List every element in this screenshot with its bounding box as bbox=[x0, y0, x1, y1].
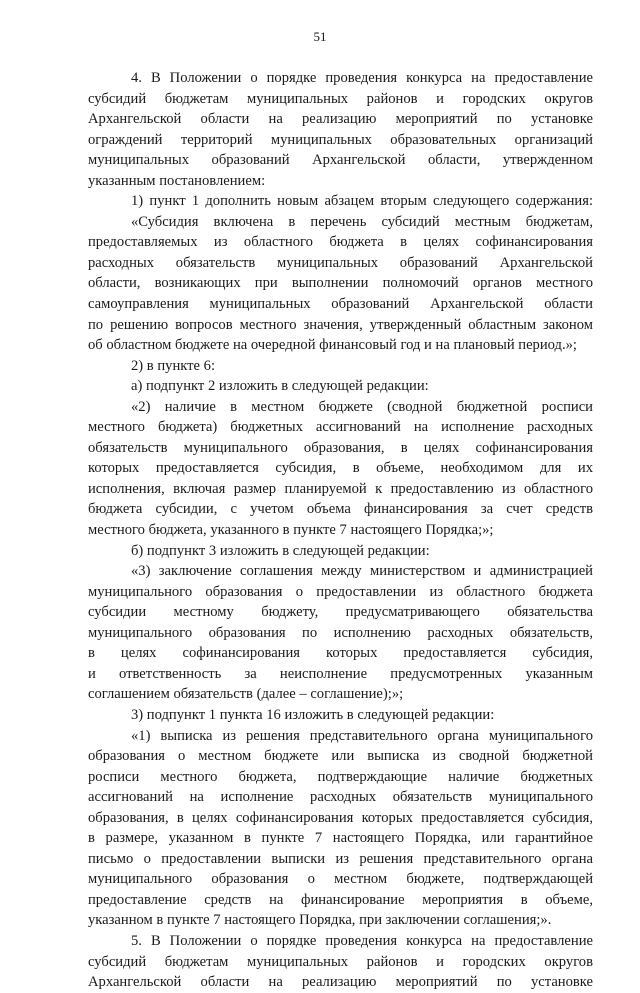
text-line: муниципального образования о местном бюджете, подтверждающей bbox=[88, 871, 593, 888]
text-line: в размере, указанном в пункте 7 настоящего Порядка, или гарантийное bbox=[88, 830, 593, 847]
text-line: 2) в пункте 6: bbox=[131, 357, 216, 374]
text-line: предоставляемых из областного бюджета в целях софинансирования bbox=[88, 234, 593, 251]
text-line: об областном бюджете на очередной финансовый год и на плановый период.»; bbox=[88, 337, 577, 354]
text-line: соглашением обязательств (далее – соглашение);»; bbox=[88, 686, 404, 703]
text-line: бюджета субсидии, с учетом объема финансирования за счет средств bbox=[88, 501, 593, 518]
text-line: по решению вопросов местного значения, утвержденный областным законом bbox=[88, 316, 593, 333]
text-line: 5. В Положении о порядке проведения конкурса на предоставление bbox=[131, 932, 593, 949]
page-number: 51 bbox=[313, 29, 327, 44]
text-line: исполнения, включая размер планируемой к предоставлению из областного bbox=[88, 480, 593, 497]
text-line: б) подпункт 3 изложить в следующей редакции: bbox=[131, 542, 430, 559]
text-line: местного бюджета, указанного в пункте 7 настоящего Порядка;»; bbox=[88, 522, 494, 539]
text-line: «1) выписка из решения представительного органа муниципального bbox=[131, 727, 593, 744]
text-line: 1) пункт 1 дополнить новым абзацем вторым следующего содержания: bbox=[131, 193, 593, 210]
text-line: обязательств муниципального образования, в целях софинансирования bbox=[88, 439, 593, 456]
text-line: ассигнований на исполнение расходных обязательств муниципального bbox=[88, 789, 593, 806]
text-line: указанном в пункте 7 настоящего Порядка, при заключении соглашения;». bbox=[88, 912, 552, 929]
text-line: указанным постановлением: bbox=[88, 172, 266, 189]
text-line: предоставление средств на финансирование мероприятия в объеме, bbox=[88, 891, 593, 908]
text-line: области, возникающих при выполнении полномочий органов местного bbox=[88, 275, 593, 292]
text-line: образования, в целях софинансирования которых предоставляется субсидия, bbox=[88, 809, 593, 826]
text-line: образования о местном бюджете или выписка из сводной бюджетной bbox=[88, 748, 593, 765]
text-line: субсидии местному бюджету, предусматривающего обязательства bbox=[88, 604, 593, 621]
text-line: муниципального образования о предоставлении из областного бюджета bbox=[88, 583, 593, 600]
text-line: письмо о предоставлении выписки из решения представительного органа bbox=[88, 850, 593, 867]
text-line: «2) наличие в местном бюджете (сводной бюджетной росписи bbox=[131, 398, 593, 415]
text-line: а) подпункт 2 изложить в следующей редакции: bbox=[131, 378, 429, 395]
text-line: субсидий бюджетам муниципальных районов и городских округов bbox=[88, 90, 593, 107]
text-line: росписи местного бюджета, подтверждающие наличие бюджетных bbox=[88, 768, 593, 785]
text-line: субсидий бюджетам муниципальных районов и городских округов bbox=[88, 953, 593, 970]
text-line: ограждений территорий муниципальных образовательных организаций bbox=[88, 131, 593, 148]
text-line: Архангельской области на реализацию мероприятий по установке bbox=[88, 111, 593, 128]
text-line: и ответственность за неисполнение предусмотренных указанным bbox=[88, 665, 593, 682]
text-line: «3) заключение соглашения между министерством и администрацией bbox=[131, 563, 593, 580]
text-line: самоуправления муниципальных образований Архангельской области bbox=[88, 296, 593, 313]
text-line: 3) подпункт 1 пункта 16 изложить в следующей редакции: bbox=[131, 706, 495, 723]
text-line: муниципального образования по исполнению расходных обязательств, bbox=[88, 624, 593, 641]
text-line: муниципальных образований Архангельской области, утвержденном bbox=[88, 152, 593, 169]
document-body bbox=[88, 68, 593, 993]
text-line: 4. В Положении о порядке проведения конкурса на предоставление bbox=[131, 70, 593, 86]
text-line: местного бюджета) бюджетных ассигнований на исполнение расходных bbox=[88, 419, 593, 436]
text-line: которых предоставляется субсидия, в объеме, необходимом для их bbox=[88, 460, 593, 477]
text-line: Архангельской области на реализацию мероприятий по установке bbox=[88, 974, 593, 991]
text-line: в целях софинансирования которых предоставляется субсидия, bbox=[88, 645, 593, 662]
text-line: «Субсидия включена в перечень субсидий местным бюджетам, bbox=[131, 213, 593, 230]
text-line: расходных обязательств муниципальных образований Архангельской bbox=[88, 254, 593, 271]
